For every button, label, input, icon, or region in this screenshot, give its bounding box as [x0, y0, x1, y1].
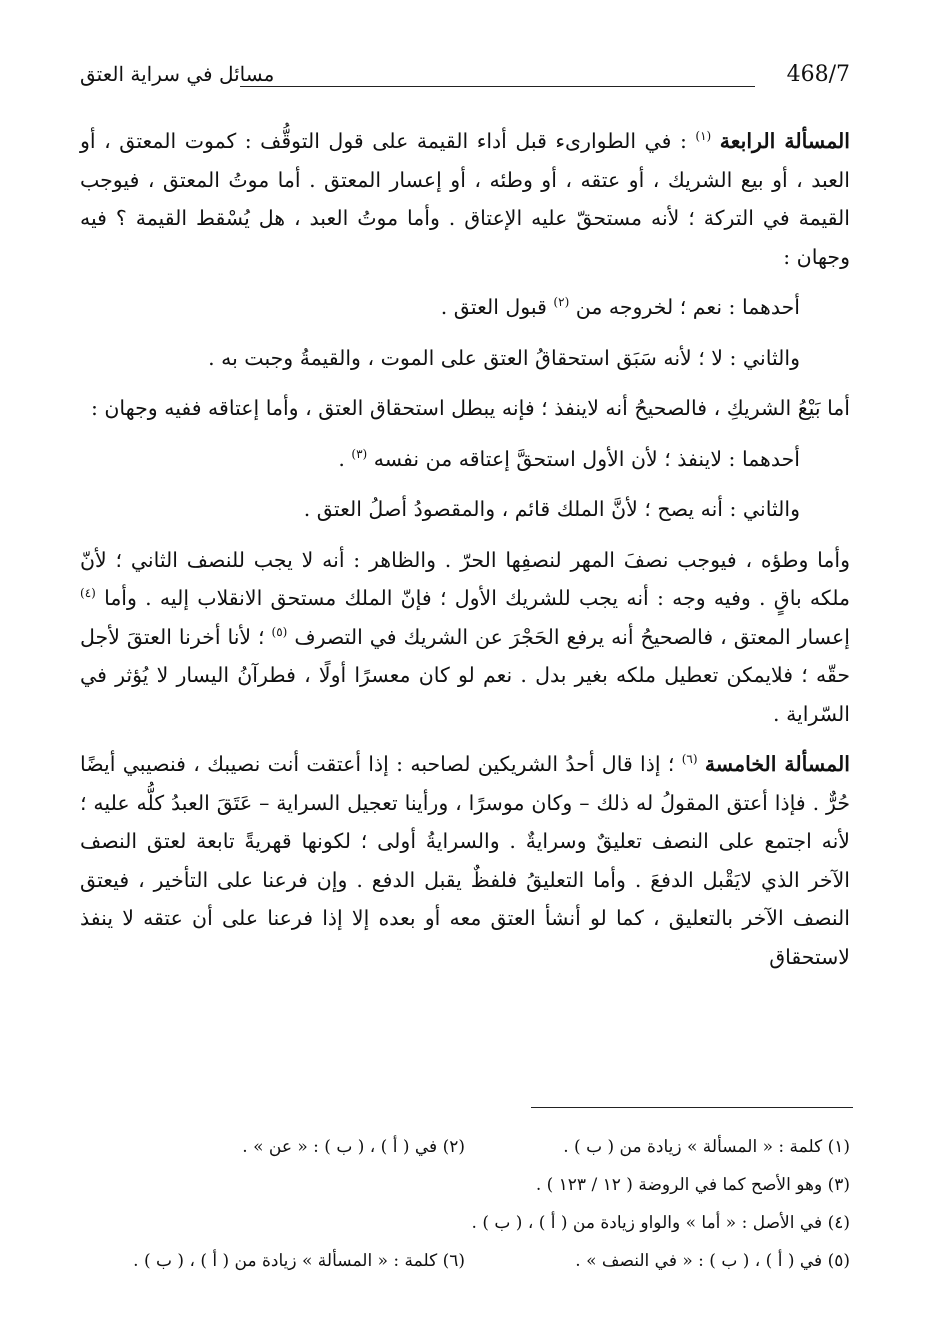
section-heading: المسألة الرابعة — [719, 129, 850, 153]
paragraph-text: ؛ إذا قال أحدُ الشريكين لصاحبه : إذا أعتقت أنت نصيبك ، فنصيبي أيضًا حُرٌّ . فإذا أعتق المقولُ له ذلك – وكان موسرًا ، ورأينا تعجيل السراية – عَتَقَ العبدُ كلُّه عليه ؛ لأنه اجتمع على النصف تعليقٌ وسرايةٌ . والسرايةُ أولى ؛ لكونها قهريةً تابعة لعتق النصف الآخر الذي لايَقْبل الدفعَ . وأما التعليقُ فلفظٌ يقبل الدفع . وإن فرعنا على التأخير ، فيعتق النصف الآخر بالتعليق ، كما لو أنشأ العتق معه أو بعده إلا إذا فرعنا على أن عتقه لا ينفذ لاستحقاق — [80, 752, 850, 969]
paragraph-intercourse — [80, 541, 850, 734]
paragraph-text: وأما وطؤه ، فيوجب نصفَ المهر لنصفِها الحرّ . والظاهر : أنه لا يجب للنصف الثاني ؛ لأنّ ملكه باقٍ . وفيه وجه : أنه يجب للشريك الأول ؛ فإنّ الملك مستحق الانقلاب إليه . وأما — [80, 547, 850, 610]
footnote-row — [80, 1128, 850, 1166]
footnote-ref: (٦) — [681, 752, 698, 767]
paragraph-first-view — [80, 288, 850, 327]
footnote-3: (٣) وهو الأصح كما في الروضة ( ١٢ / ١٢٣ ) . — [535, 1175, 850, 1195]
paragraph-text: قبول العتق . — [440, 295, 547, 319]
paragraph-text: ؛ لأنا أخرنا العتقَ لأجل حقّه ؛ فلايمكن تعطيل ملكه بغير بدل . نعم لو كان معسرًا أولًا ، فطرآنُ اليسار لا يُؤثر في السّراية . — [80, 624, 850, 726]
main-text — [80, 122, 850, 976]
footnote-4: (٤) في الأصل : « أما » والواو زيادة من ( أ ) ، ( ب ) . — [471, 1213, 850, 1233]
footnotes — [80, 1128, 850, 1280]
page-header — [80, 62, 850, 102]
running-title: مسائل في سراية العتق — [80, 62, 275, 86]
paragraph-second-view: والثاني : لا ؛ لأنه سَبَق استحقاقُ العتق على الموت ، والقيمةُ وجبت به . — [208, 345, 800, 370]
paragraph-issue-four — [80, 122, 850, 276]
paragraph-text: إعسار المعتق ، فالصحيحُ أنه يرفع الحَجْرَ عن الشريك في التصرف — [294, 624, 850, 649]
footnote-ref: (٤) — [80, 586, 96, 601]
footnote-row — [80, 1166, 850, 1204]
footnote-ref: (٣) — [351, 446, 368, 461]
footnote-ref: (٥) — [271, 624, 288, 639]
footnote-6: (٦) كلمة : « المسألة » زيادة من ( أ ) ، ( ب ) . — [133, 1251, 465, 1271]
footnote-2: (٢) في ( أ ) ، ( ب ) : « عن » . — [242, 1137, 465, 1157]
footnote-row — [80, 1242, 850, 1280]
paragraph-first-view-b — [80, 440, 850, 479]
paragraph-text: أحدهما : لاينفذ ؛ لأن الأول استحقَّ إعتاقه من نفسه — [373, 446, 800, 471]
section-heading: المسألة الخامسة — [704, 752, 850, 776]
paragraph-text: . — [338, 446, 345, 471]
footnote-ref: (٢) — [553, 295, 570, 310]
header-rule — [240, 86, 755, 87]
paragraph-partner-sale: أما بَيْعُ الشريكِ ، فالصحيحُ أنه لاينفذ ؛ فإنه يبطل استحقاق العتق ، وأما إعتاقه ففيه وجهان : — [90, 396, 850, 420]
paragraph-issue-five — [80, 745, 850, 976]
paragraph-text: أحدهما : نعم ؛ لخروجه من — [575, 295, 800, 319]
footnote-row — [80, 1204, 850, 1242]
paragraph-second-view-b: والثاني : أنه يصح ؛ لأنَّ الملك قائم ، والمقصودُ أصلُ العتق . — [303, 497, 800, 521]
footnote-ref: (١) — [695, 129, 712, 144]
footnote-1: (١) كلمة : « المسألة » زيادة من ( ب ) . — [563, 1137, 850, 1157]
paragraph-text: : في الطوارىء قبل أداء القيمة على قول التوقُّف : كموت المعتق ، أو العبد ، أو بيع الشريك ، أو عتقه ، أو وطئه ، أو إعسار المعتق . أما موتُ المعتق ، فيوجب القيمة في التركة ؛ لأنه مستحقّ عليه الإعتاق . وأما موتُ العبد ، هل يُسْقط القيمة ؟ فيه وجهان : — [80, 129, 850, 269]
footnote-5: (٥) في ( أ ) ، ( ب ) : « في النصف » . — [575, 1251, 850, 1271]
footnote-rule — [531, 1107, 853, 1108]
page-number: 468/7 — [786, 62, 850, 87]
